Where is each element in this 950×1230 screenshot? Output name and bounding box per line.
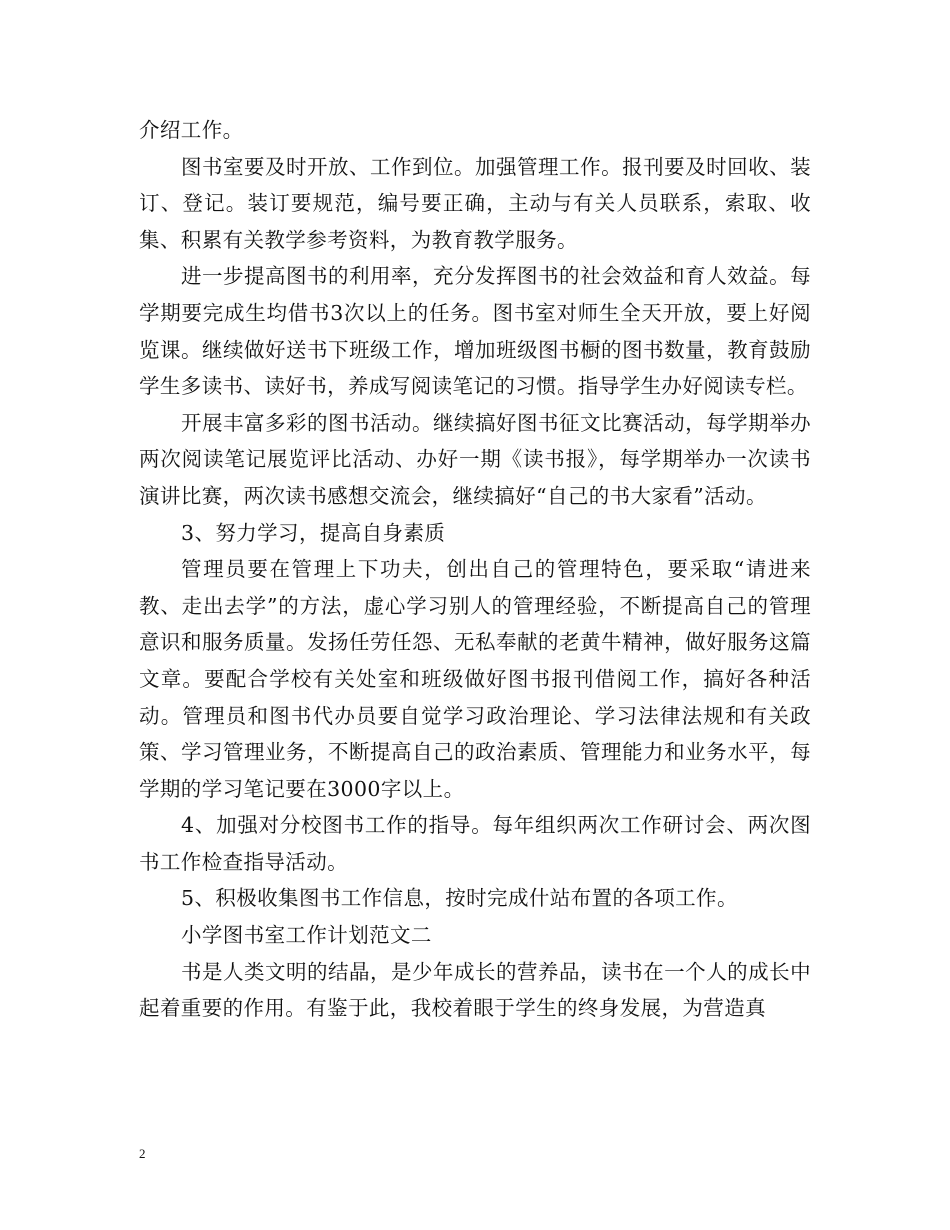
paragraph-branch-guidance: 4、加强对分校图书工作的指导。每年组织两次工作研讨会、两次图书工作检查指导活动。 bbox=[139, 813, 811, 874]
paragraph-manager-study: 管理员要在管理上下功夫，创出自己的管理特色，要采取“请进来教、走出去学”的方法，虚心学习别人的管理经验，不断提高自己的管理意识和服务质量。发扬任劳任怨、无私奉献的老黄牛精神，做好服务这篇文章。要配合学校有关处室和班级做好图书报刊借阅工作，搞好各种活动。管理员和图书代办员要自觉学习政治理论、学习法律法规和有关政策、学习管理业务，不断提高自己的政治素质、管理能力和业务水平，每学期的学习笔记要在3000字以上。 bbox=[139, 557, 811, 801]
section-title-sample-two: 小学图书室工作计划范文二 bbox=[181, 923, 432, 948]
page-number: 2 bbox=[139, 1146, 146, 1161]
paragraph-books-intro: 书是人类文明的结晶，是少年成长的营养品，读书在一个人的成长中起着重要的作用。有鉴于此，我校着眼于学生的终身发展，为营造真 bbox=[139, 959, 811, 1021]
paragraph-information: 5、积极收集图书工作信息，按时完成什站布置的各项工作。 bbox=[181, 886, 738, 911]
paragraph-utilization: 进一步提高图书的利用率，充分发挥图书的社会效益和育人效益。每学期要完成生均借书3次以上的任务。图书室对师生全天开放，要上好阅览课。继续做好送书下班级工作，增加班级图书橱的图书数量，教育鼓励学生多读书、读好书，养成写阅读笔记的习惯。指导学生办好阅读专栏。 bbox=[139, 264, 811, 399]
paragraph-activities: 开展丰富多彩的图书活动。继续搞好图书征文比赛活动，每学期举办两次阅读笔记展览评比活动、办好一期《读书报》，每学期举办一次读书演讲比赛，两次读书感想交流会，继续搞好“自己的书大家看”活动。 bbox=[139, 410, 811, 508]
document-body bbox=[139, 112, 811, 1027]
section-heading-study: 3、努力学习，提高自身素质 bbox=[181, 520, 446, 545]
paragraph-library-management: 图书室要及时开放、工作到位。加强管理工作。报刊要及时回收、装订、登记。装订要规范，编号要正确，主动与有关人员联系，索取、收集、积累有关教学参考资料，为教育教学服务。 bbox=[139, 154, 811, 252]
paragraph-continuation: 介绍工作。 bbox=[139, 118, 244, 142]
